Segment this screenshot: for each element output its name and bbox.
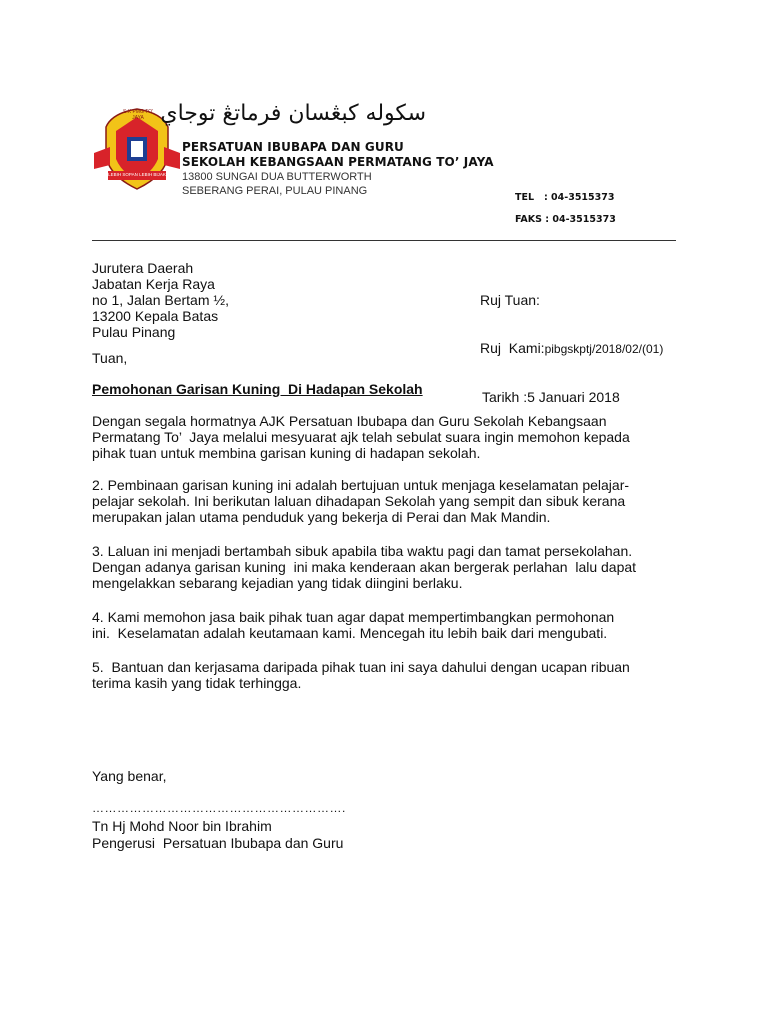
paragraph-3: [92, 543, 692, 591]
org-name: PERSATUAN IBUBAPA DAN GURU: [182, 140, 404, 154]
signatory-name: Tn Hj Mohd Noor bin Ibrahim: [92, 818, 272, 834]
recipient-line: Jurutera Daerah: [92, 260, 194, 276]
paragraph-4: [92, 609, 692, 641]
recipient-line: Jabatan Kerja Raya: [92, 276, 215, 292]
paragraph-line: 3. Laluan ini menjadi bertambah sibuk apabila tiba waktu pagi dan tamat persekolahan.: [92, 543, 633, 559]
paragraph-line: terima kasih yang tidak terhingga.: [92, 675, 302, 691]
paragraph-line: Permatang To’ Jaya melalui mesyuarat ajk telah sebulat suara ingin memohon kepada: [92, 429, 630, 445]
logo-initials: S.K PMG TO' JAYA: [123, 109, 153, 121]
paragraph-line: ini. Keselamatan adalah keutamaan kami. Mencegah itu lebih baik dari mengubati.: [92, 625, 608, 641]
header-divider: [92, 240, 676, 241]
fax: FAKS : 04-3515373: [515, 214, 616, 225]
paragraph-line: 2. Pembinaan garisan kuning ini adalah bertujuan untuk menjaga keselamatan pelajar-: [92, 477, 630, 493]
paragraph-line: merupakan jalan utama penduduk yang bekerja di Perai dan Mak Mandin.: [92, 509, 551, 525]
telephone: TEL : 04-3515373: [515, 192, 615, 203]
paragraph-2: [92, 477, 692, 525]
paragraph-line: 4. Kami memohon jasa baik pihak tuan agar dapat mempertimbangkan permohonan: [92, 609, 615, 625]
paragraph-line: Dengan adanya garisan kuning ini maka kenderaan akan bergerak perlahan lalu dapat: [92, 559, 637, 575]
recipient-line: 13200 Kepala Batas: [92, 308, 219, 324]
paragraph-line: pihak tuan untuk membina garisan kuning di hadapan sekolah.: [92, 445, 481, 461]
signatory-title: Pengerusi Persatuan Ibubapa dan Guru: [92, 835, 344, 851]
paragraph-line: mengelakkan sebarang kejadian yang tidak diingini berlaku.: [92, 575, 463, 591]
recipient-line: no 1, Jalan Bertam ½,: [92, 292, 229, 308]
reference-block: [480, 260, 663, 421]
address-line-2: SEBERANG PERAI, PULAU PINANG: [182, 185, 368, 197]
jawi-school-name: سکوله کبڠسان فرماتڠ توجاي: [160, 101, 426, 126]
letter-date: Tarikh :5 Januari 2018: [482, 389, 620, 405]
paragraph-line: pelajar sekolah. Ini berikutan laluan dihadapan Sekolah yang sempit dan sibuk kerana: [92, 493, 626, 509]
subject-line: Pemohonan Garisan Kuning Di Hadapan Sekolah: [92, 381, 423, 397]
address-line-1: 13800 SUNGAI DUA BUTTERWORTH: [182, 171, 372, 183]
paragraph-5: [92, 659, 692, 691]
logo-motto: LEBIH SOPAN LEBIH BIJAK: [108, 172, 166, 177]
closing: Yang benar,: [92, 768, 167, 784]
signature-line: …………………………………………………….: [92, 801, 346, 815]
recipient-address: [92, 260, 229, 340]
paragraph-line: 5. Bantuan dan kerjasama daripada pihak tuan ini saya dahului dengan ucapan ribuan: [92, 659, 630, 675]
ruj-tuan: Ruj Tuan:: [480, 292, 540, 308]
paragraph-line: Dengan segala hormatnya AJK Persatuan Ibubapa dan Guru Sekolah Kebangsaan: [92, 413, 607, 429]
ruj-kami-value: pibgskptj/2018/02/(01): [544, 342, 664, 356]
paragraph-1: [92, 413, 692, 461]
ruj-kami-label: Ruj Kami:: [480, 340, 545, 356]
school-name: SEKOLAH KEBANGSAAN PERMATANG TO’ JAYA: [182, 155, 494, 169]
salutation: Tuan,: [92, 350, 128, 366]
recipient-line: Pulau Pinang: [92, 324, 176, 340]
